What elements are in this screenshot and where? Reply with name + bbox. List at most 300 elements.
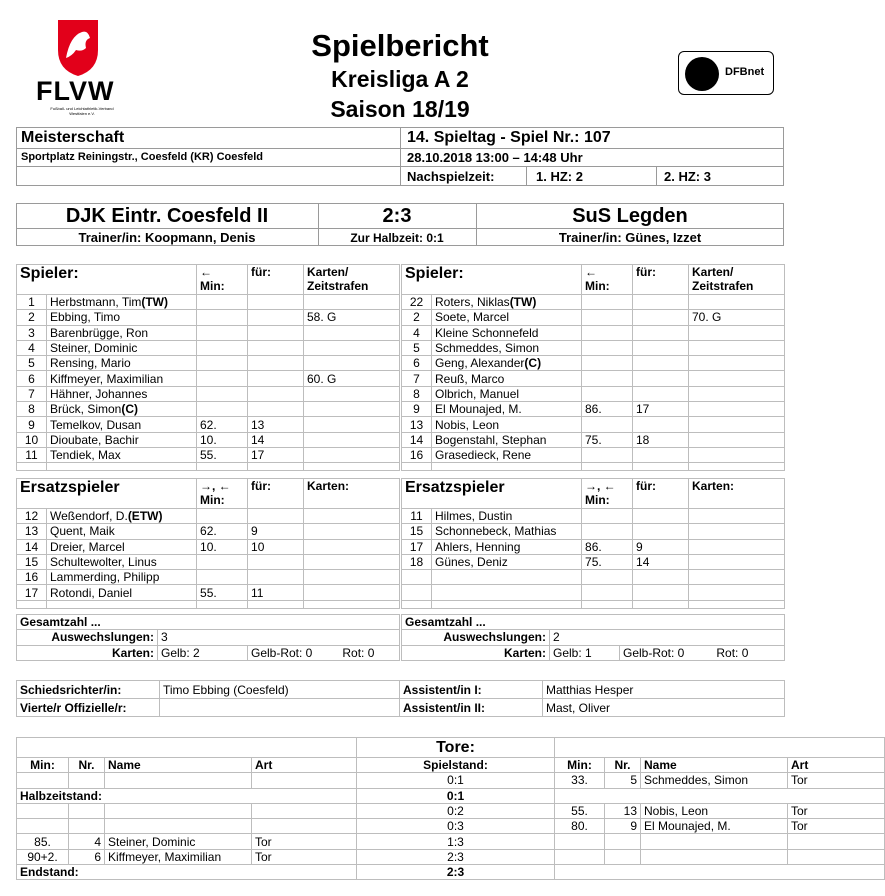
running-score: 0:2 xyxy=(357,803,555,818)
player-name xyxy=(47,325,197,340)
player-name-text: Schmeddes, Simon xyxy=(435,341,540,356)
sub-for xyxy=(633,340,689,355)
assistant1-name: Matthias Hesper xyxy=(543,681,785,699)
sub-for xyxy=(248,402,304,417)
player-name xyxy=(47,402,197,417)
empty-cell xyxy=(304,600,400,608)
cards: 60. G xyxy=(304,371,400,386)
cards xyxy=(689,570,785,585)
cards-count-label: Karten: xyxy=(17,645,158,660)
player-number: 15 xyxy=(17,554,47,569)
player-number: 14 xyxy=(402,432,432,447)
cards-header xyxy=(304,265,400,295)
table-row xyxy=(402,325,785,340)
sub-minute xyxy=(197,310,248,325)
cards-label: Karten/ xyxy=(307,265,349,279)
cards xyxy=(689,325,785,340)
fuer-header: für: xyxy=(633,265,689,295)
flvw-logo xyxy=(36,18,126,118)
subs-header-label: Ersatzspieler xyxy=(20,479,120,496)
away-goal-min xyxy=(555,834,605,849)
player-name-text: Ebbing, Timo xyxy=(50,310,121,325)
table-row xyxy=(17,325,400,340)
player-number: 12 xyxy=(17,509,47,524)
sub-for xyxy=(633,295,689,310)
totals-label: Gesamtzahl ... xyxy=(17,615,400,630)
home-subs-table xyxy=(16,478,400,609)
players-header xyxy=(17,265,197,295)
score-milestone: 0:1 xyxy=(357,788,555,803)
away-yellowred: Gelb-Rot: 0 xyxy=(623,645,685,660)
sub-for: 17 xyxy=(248,447,304,462)
empty-cell xyxy=(197,600,248,608)
home-cards-rest xyxy=(248,645,400,660)
home-trainer: Trainer/in: Koopmann, Denis xyxy=(78,230,256,245)
sub-for: 9 xyxy=(248,524,304,539)
table-row xyxy=(402,585,785,600)
player-name-text: Weßendorf, D. xyxy=(50,509,128,524)
sub-for xyxy=(248,310,304,325)
sub-for xyxy=(633,356,689,371)
table-row xyxy=(402,554,785,569)
away-goal-min xyxy=(555,849,605,864)
sub-minute xyxy=(582,585,633,600)
empty-cell xyxy=(582,600,633,608)
player-name xyxy=(432,554,582,569)
table-row xyxy=(402,295,785,310)
player-name-text: Barenbrügge, Ron xyxy=(50,325,149,340)
cards xyxy=(689,402,785,417)
cards xyxy=(689,356,785,371)
player-name-text: Quent, Maik xyxy=(50,524,115,539)
sub-minute: 55. xyxy=(197,447,248,462)
sub-for: 18 xyxy=(633,432,689,447)
away-goal-nr: 5 xyxy=(605,773,641,788)
cards xyxy=(304,340,400,355)
away-goal-scorer: Schmeddes, Simon xyxy=(641,773,788,788)
player-name xyxy=(432,432,582,447)
player-number: 13 xyxy=(402,417,432,432)
subs-header-label: Ersatzspieler xyxy=(405,479,505,496)
sub-for xyxy=(633,524,689,539)
sub-minute: 75. xyxy=(582,554,633,569)
empty-cell xyxy=(402,463,432,471)
player-number: 6 xyxy=(402,356,432,371)
minute-header xyxy=(582,479,633,509)
player-name-text: Reuß, Marco xyxy=(435,371,505,386)
subs-header xyxy=(402,479,582,509)
fourth-official-name xyxy=(160,699,400,717)
halftime-score: Zur Halbzeit: 0:1 xyxy=(350,231,444,245)
sub-minute: 55. xyxy=(197,585,248,600)
player-number xyxy=(402,570,432,585)
player-name-text: Schultewolter, Linus xyxy=(50,555,157,570)
player-number: 9 xyxy=(17,417,47,432)
goal-min-header: Min: xyxy=(17,758,69,773)
empty-cell xyxy=(248,463,304,471)
referee-label: Schiedsrichter/in: xyxy=(17,681,160,699)
empty-cell xyxy=(47,600,197,608)
table-row xyxy=(402,402,785,417)
player-name-text: Kiffmeyer, Maximilian xyxy=(50,371,164,386)
player-name-text: Soete, Marcel xyxy=(435,310,510,325)
player-name-text: Herbstmann, Tim xyxy=(50,295,142,310)
player-name xyxy=(432,310,582,325)
cards xyxy=(689,585,785,600)
sub-minute xyxy=(197,295,248,310)
player-name xyxy=(47,386,197,401)
player-role-tag: (C) xyxy=(524,356,542,371)
table-row xyxy=(402,570,785,585)
away-goal-scorer: Nobis, Leon xyxy=(641,803,788,818)
player-name xyxy=(432,524,582,539)
table-row xyxy=(17,865,885,880)
cards xyxy=(304,554,400,569)
player-name xyxy=(432,402,582,417)
player-name xyxy=(47,356,197,371)
player-number: 9 xyxy=(402,402,432,417)
away-goal-scorer xyxy=(641,834,788,849)
sub-for xyxy=(633,417,689,432)
empty-cell xyxy=(582,463,633,471)
cards-label: Karten: xyxy=(692,479,735,493)
goal-name-header: Name xyxy=(641,758,788,773)
goal-nr-header: Nr. xyxy=(605,758,641,773)
player-name xyxy=(47,585,197,600)
away-team: SuS Legden xyxy=(572,205,688,227)
table-row xyxy=(17,386,400,401)
cards: 58. G xyxy=(304,310,400,325)
sub-for xyxy=(633,570,689,585)
cards xyxy=(304,432,400,447)
player-name-text: Dioubate, Bachir xyxy=(50,432,139,447)
score-milestone-label: Endstand: xyxy=(17,865,357,880)
cards-header xyxy=(304,479,400,509)
sub-for: 14 xyxy=(248,432,304,447)
player-role-tag: (ETW) xyxy=(127,509,163,524)
sub-minute: 86. xyxy=(582,402,633,417)
cards xyxy=(689,447,785,462)
sub-minute: 86. xyxy=(582,539,633,554)
away-goal-type: Tor xyxy=(788,819,885,834)
player-name-text: Rensing, Mario xyxy=(50,356,131,371)
minute-arrow: ← xyxy=(200,265,212,279)
home-goal-scorer xyxy=(105,773,252,788)
away-goal-scorer: El Mounajed, M. xyxy=(641,819,788,834)
sub-minute xyxy=(582,524,633,539)
sub-minute xyxy=(582,325,633,340)
minute-header xyxy=(197,265,248,295)
cards xyxy=(304,325,400,340)
sub-for xyxy=(633,371,689,386)
home-goal-scorer: Kiffmeyer, Maximilian xyxy=(105,849,252,864)
assistant1-label: Assistent/in I: xyxy=(400,681,543,699)
table-row xyxy=(17,417,400,432)
player-number xyxy=(402,585,432,600)
away-goal-min: 55. xyxy=(555,803,605,818)
sub-minute: 62. xyxy=(197,417,248,432)
cards xyxy=(304,402,400,417)
home-red: Rot: 0 xyxy=(342,645,375,660)
player-number: 16 xyxy=(17,570,47,585)
player-name xyxy=(432,509,582,524)
cards xyxy=(304,447,400,462)
player-name xyxy=(47,539,197,554)
penalties-label: Zeitstrafen xyxy=(307,279,369,293)
cards xyxy=(689,295,785,310)
player-name-text: Ahlers, Henning xyxy=(435,539,521,554)
cards xyxy=(304,295,400,310)
cards xyxy=(689,432,785,447)
venue: Sportplatz Reiningstr., Coesfeld (KR) Coesfeld xyxy=(21,151,264,163)
player-number: 7 xyxy=(402,371,432,386)
player-name-text: Steiner, Dominic xyxy=(50,341,138,356)
player-name-text: Temelkov, Dusan xyxy=(50,417,142,432)
fuer-header: für: xyxy=(248,479,304,509)
player-name xyxy=(47,371,197,386)
empty-cell xyxy=(432,463,582,471)
sub-for xyxy=(248,356,304,371)
sub-minute xyxy=(582,447,633,462)
player-name xyxy=(432,417,582,432)
empty-cell xyxy=(633,600,689,608)
dfbnet-label: DFBnet xyxy=(725,66,765,78)
table-row xyxy=(17,447,400,462)
table-row xyxy=(402,539,785,554)
goal-name-header: Name xyxy=(105,758,252,773)
table-row xyxy=(402,340,785,355)
sub-for: 14 xyxy=(633,554,689,569)
cards xyxy=(304,539,400,554)
player-number: 18 xyxy=(402,554,432,569)
player-number: 7 xyxy=(17,386,47,401)
table-row xyxy=(17,310,400,325)
subs-header xyxy=(17,479,197,509)
sub-minute xyxy=(582,356,633,371)
cards-label: Karten/ xyxy=(692,265,734,279)
player-role-tag: (TW) xyxy=(509,295,537,310)
player-number: 4 xyxy=(17,340,47,355)
home-subs-count: 3 xyxy=(158,630,400,645)
cards xyxy=(689,386,785,401)
fuer-header: für: xyxy=(248,265,304,295)
player-name-text: Tendiek, Max xyxy=(50,448,121,463)
empty-cell xyxy=(689,463,785,471)
home-goal-scorer xyxy=(105,819,252,834)
player-number: 15 xyxy=(402,524,432,539)
sub-for xyxy=(248,340,304,355)
empty-cell xyxy=(47,463,197,471)
player-number: 2 xyxy=(402,310,432,325)
away-goal-nr: 13 xyxy=(605,803,641,818)
player-number: 10 xyxy=(17,432,47,447)
minute-arrow: ← xyxy=(585,265,597,279)
player-name-text: Günes, Deniz xyxy=(435,555,508,570)
table-row xyxy=(17,356,400,371)
logo-text: FLVW xyxy=(36,76,115,106)
player-name-text: El Mounajed, M. xyxy=(435,402,522,417)
empty-cell xyxy=(555,788,885,803)
away-goal-type: Tor xyxy=(788,803,885,818)
cards xyxy=(689,539,785,554)
player-name xyxy=(432,585,582,600)
empty-cell xyxy=(432,600,582,608)
empty-cell xyxy=(17,463,47,471)
table-row xyxy=(402,417,785,432)
player-name-text: Geng, Alexander xyxy=(435,356,525,371)
sub-minute xyxy=(197,356,248,371)
sub-minute xyxy=(197,340,248,355)
cards xyxy=(689,371,785,386)
cards: 70. G xyxy=(689,310,785,325)
dfb-eagle-icon xyxy=(685,57,719,91)
cards xyxy=(689,417,785,432)
goals-title: Tore: xyxy=(357,738,555,758)
goal-type-header: Art xyxy=(252,758,357,773)
table-row xyxy=(17,570,400,585)
away-trainer: Trainer/in: Günes, Izzet xyxy=(558,230,702,245)
sub-minute xyxy=(582,417,633,432)
sub-minute xyxy=(582,295,633,310)
matchday: 14. Spieltag - Spiel Nr.: 107 xyxy=(407,129,611,146)
player-name-text: Nobis, Leon xyxy=(435,417,500,432)
sub-minute xyxy=(582,509,633,524)
away-goal-type xyxy=(788,849,885,864)
sub-for: 11 xyxy=(248,585,304,600)
running-score: 0:1 xyxy=(357,773,555,788)
dfbnet-logo xyxy=(678,51,774,95)
sub-minute xyxy=(197,402,248,417)
table-row xyxy=(402,524,785,539)
home-goal-min xyxy=(17,819,69,834)
home-goal-min xyxy=(17,803,69,818)
sub-for xyxy=(633,585,689,600)
player-name-text: Brück, Simon xyxy=(50,402,122,417)
minute-header xyxy=(582,265,633,295)
table-row xyxy=(17,402,400,417)
goals-away-spacer xyxy=(555,738,885,758)
cards-count-label: Karten: xyxy=(402,645,550,660)
extra-time-hz2: 2. HZ: 3 xyxy=(664,169,711,184)
extra-time-hz1: 1. HZ: 2 xyxy=(536,169,583,184)
sub-minute xyxy=(582,570,633,585)
player-name-text: Schonnebeck, Mathias xyxy=(435,524,557,539)
player-name xyxy=(432,570,582,585)
table-row xyxy=(17,295,400,310)
player-number: 22 xyxy=(402,295,432,310)
sub-for xyxy=(633,509,689,524)
goal-min-header: Min: xyxy=(555,758,605,773)
empty-cell xyxy=(304,463,400,471)
table-row xyxy=(17,539,400,554)
cards xyxy=(689,554,785,569)
home-goal-min xyxy=(17,773,69,788)
cards xyxy=(304,585,400,600)
sub-minute xyxy=(197,386,248,401)
player-number: 6 xyxy=(17,371,47,386)
home-lineup-table xyxy=(16,264,400,471)
sub-for xyxy=(248,386,304,401)
player-name xyxy=(47,417,197,432)
cards-header xyxy=(689,265,785,295)
sub-minute xyxy=(582,310,633,325)
player-name xyxy=(47,524,197,539)
home-team: DJK Eintr. Coesfeld II xyxy=(65,205,269,227)
goal-nr-header: Nr. xyxy=(69,758,105,773)
players-header-label: Spieler: xyxy=(405,265,464,282)
player-name-text: Kleine Schonnefeld xyxy=(435,325,539,340)
player-number: 16 xyxy=(402,447,432,462)
table-row xyxy=(17,849,885,864)
player-name xyxy=(432,371,582,386)
sub-minute xyxy=(582,371,633,386)
away-lineup-table xyxy=(401,264,785,471)
sub-for xyxy=(248,371,304,386)
player-number: 17 xyxy=(17,585,47,600)
away-goal-type: Tor xyxy=(788,773,885,788)
goal-type-header: Art xyxy=(788,758,885,773)
player-name-text: Lammerding, Philipp xyxy=(50,570,160,585)
table-row xyxy=(17,524,400,539)
minute-arrow: →, ← xyxy=(200,479,231,493)
home-goal-type: Tor xyxy=(252,834,357,849)
away-goal-type xyxy=(788,834,885,849)
table-row xyxy=(402,432,785,447)
home-goal-scorer xyxy=(105,803,252,818)
cards xyxy=(689,524,785,539)
sub-minute xyxy=(197,509,248,524)
player-number: 11 xyxy=(402,509,432,524)
player-role-tag: (TW) xyxy=(141,295,169,310)
table-row xyxy=(17,371,400,386)
assistant2-name: Mast, Oliver xyxy=(543,699,785,717)
away-yellow: Gelb: 1 xyxy=(550,645,620,660)
table-row xyxy=(402,386,785,401)
minute-header xyxy=(197,479,248,509)
fuer-header: für: xyxy=(633,479,689,509)
table-row xyxy=(402,509,785,524)
home-goal-nr: 4 xyxy=(69,834,105,849)
player-name xyxy=(47,432,197,447)
penalties-label: Zeitstrafen xyxy=(692,279,754,293)
table-row xyxy=(17,432,400,447)
home-yellowred: Gelb-Rot: 0 xyxy=(251,645,313,660)
sub-for xyxy=(248,295,304,310)
player-name xyxy=(432,539,582,554)
player-name xyxy=(432,340,582,355)
table-row xyxy=(402,310,785,325)
away-goal-nr xyxy=(605,834,641,849)
score-milestone: 2:3 xyxy=(357,865,555,880)
minute-label: Min: xyxy=(585,279,610,293)
table-row xyxy=(17,554,400,569)
player-name xyxy=(47,295,197,310)
player-name xyxy=(432,295,582,310)
cards xyxy=(689,340,785,355)
empty-cell xyxy=(633,463,689,471)
sub-minute: 10. xyxy=(197,539,248,554)
sub-minute: 62. xyxy=(197,524,248,539)
subs-count-label: Auswechslungen: xyxy=(17,630,158,645)
player-number: 8 xyxy=(402,386,432,401)
sub-for xyxy=(248,509,304,524)
cards xyxy=(304,570,400,585)
running-score: 2:3 xyxy=(357,849,555,864)
running-score: 0:3 xyxy=(357,819,555,834)
sub-minute: 75. xyxy=(582,432,633,447)
away-goal-nr xyxy=(605,849,641,864)
away-subs-count: 2 xyxy=(550,630,785,645)
